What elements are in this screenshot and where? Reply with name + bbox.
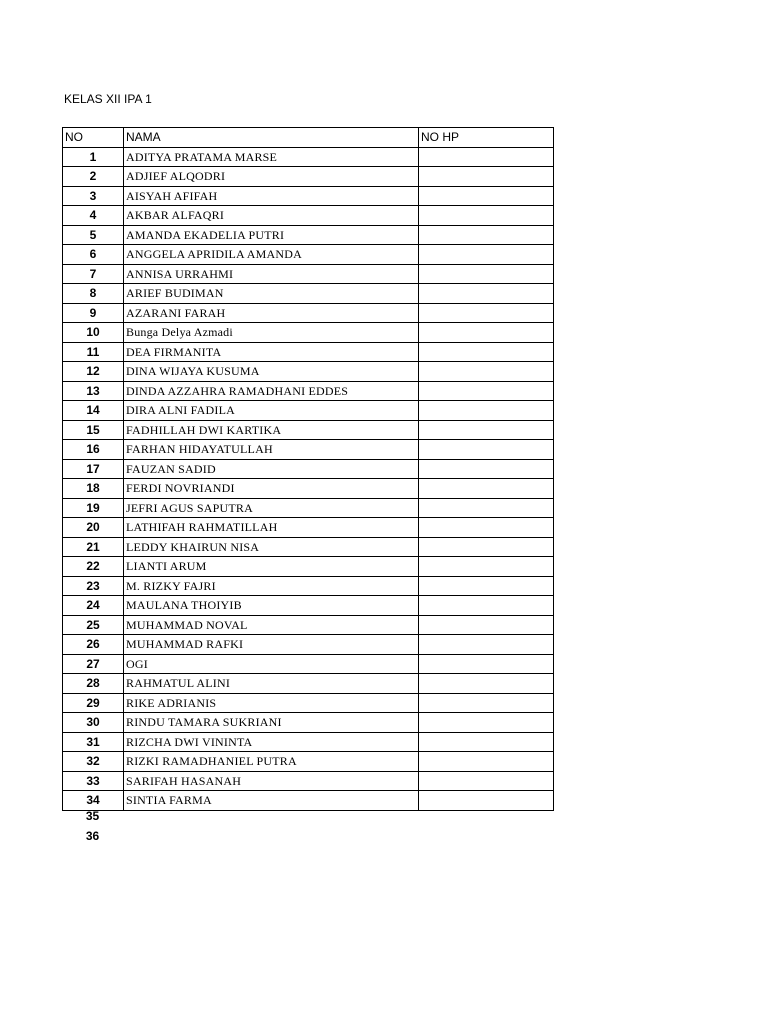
student-name: FAUZAN SADID: [124, 459, 419, 479]
table-row: [63, 674, 554, 694]
table-row: [63, 186, 554, 206]
phone-number-cell: [419, 284, 554, 304]
phone-number-cell: [419, 420, 554, 440]
phone-number-cell: [419, 264, 554, 284]
phone-number-cell: [419, 167, 554, 187]
table-row: [63, 654, 554, 674]
table-row: [63, 693, 554, 713]
student-name: LEDDY KHAIRUN NISA: [124, 537, 419, 557]
phone-number-cell: [419, 206, 554, 226]
student-name: AMANDA EKADELIA PUTRI: [124, 225, 419, 245]
row-number: 10: [63, 323, 124, 343]
table-row: [63, 284, 554, 304]
row-number: 12: [63, 362, 124, 382]
table-row: [63, 147, 554, 167]
row-number: 4: [63, 206, 124, 226]
table-row: [63, 576, 554, 596]
student-name: FARHAN HIDAYATULLAH: [124, 440, 419, 460]
phone-number-cell: [419, 303, 554, 323]
student-name: MUHAMMAD NOVAL: [124, 615, 419, 635]
row-number: 27: [63, 654, 124, 674]
phone-number-cell: [419, 732, 554, 752]
phone-number-cell: [419, 654, 554, 674]
row-number: 14: [63, 401, 124, 421]
row-number: 32: [63, 752, 124, 772]
phone-number-cell: [419, 147, 554, 167]
table-row: [63, 537, 554, 557]
row-number: 2: [63, 167, 124, 187]
table-row: [63, 362, 554, 382]
phone-number-cell: [419, 635, 554, 655]
phone-number-cell: [419, 693, 554, 713]
student-name: RIZCHA DWI VININTA: [124, 732, 419, 752]
phone-number-cell: [419, 323, 554, 343]
row-number: 11: [63, 342, 124, 362]
phone-number-cell: [419, 498, 554, 518]
table-row: [63, 771, 554, 791]
class-title: KELAS XII IPA 1: [64, 92, 152, 106]
table-row: [63, 459, 554, 479]
row-number: 26: [63, 635, 124, 655]
row-number: 29: [63, 693, 124, 713]
table-row: [63, 596, 554, 616]
row-number: 20: [63, 518, 124, 538]
student-name: ADJIEF ALQODRI: [124, 167, 419, 187]
row-number: 17: [63, 459, 124, 479]
table-row: [63, 752, 554, 772]
table-row: [63, 381, 554, 401]
phone-number-cell: [419, 576, 554, 596]
header-no-hp: NO HP: [419, 128, 554, 148]
student-name: DINA WIJAYA KUSUMA: [124, 362, 419, 382]
phone-number-cell: [419, 186, 554, 206]
table-row: [63, 303, 554, 323]
student-name: LIANTI ARUM: [124, 557, 419, 577]
row-number: 21: [63, 537, 124, 557]
phone-number-cell: [419, 518, 554, 538]
student-table-body: [63, 128, 554, 811]
row-number: 34: [63, 791, 124, 811]
phone-number-cell: [419, 381, 554, 401]
student-table: [62, 127, 554, 811]
table-row: [63, 420, 554, 440]
row-number: 33: [63, 771, 124, 791]
student-name: MUHAMMAD RAFKI: [124, 635, 419, 655]
student-name: RIZKI RAMADHANIEL PUTRA: [124, 752, 419, 772]
phone-number-cell: [419, 596, 554, 616]
student-name: ANGGELA APRIDILA AMANDA: [124, 245, 419, 265]
phone-number-cell: [419, 225, 554, 245]
table-row: [63, 225, 554, 245]
table-row: [63, 732, 554, 752]
table-row: [63, 264, 554, 284]
row-number: 8: [63, 284, 124, 304]
table-row: [63, 635, 554, 655]
phone-number-cell: [419, 440, 554, 460]
student-name: AZARANI FARAH: [124, 303, 419, 323]
table-row: [63, 206, 554, 226]
student-name: DIRA ALNI FADILA: [124, 401, 419, 421]
table-row: [63, 440, 554, 460]
student-name: FERDI NOVRIANDI: [124, 479, 419, 499]
row-number: 18: [63, 479, 124, 499]
row-number: 31: [63, 732, 124, 752]
phone-number-cell: [419, 674, 554, 694]
table-row: [63, 245, 554, 265]
phone-number-cell: [419, 771, 554, 791]
student-name: JEFRI AGUS SAPUTRA: [124, 498, 419, 518]
phone-number-cell: [419, 401, 554, 421]
phone-number-cell: [419, 615, 554, 635]
phone-number-cell: [419, 791, 554, 811]
student-name: RINDU TAMARA SUKRIANI: [124, 713, 419, 733]
phone-number-cell: [419, 537, 554, 557]
student-name: AISYAH AFIFAH: [124, 186, 419, 206]
phone-number-cell: [419, 362, 554, 382]
row-number: 3: [63, 186, 124, 206]
student-name: LATHIFAH RAHMATILLAH: [124, 518, 419, 538]
row-number: 16: [63, 440, 124, 460]
student-name: ARIEF BUDIMAN: [124, 284, 419, 304]
table-row: [63, 401, 554, 421]
row-number: 5: [63, 225, 124, 245]
student-name: Bunga Delya Azmadi: [124, 323, 419, 343]
table-row: [63, 323, 554, 343]
table-row: [63, 498, 554, 518]
student-name: FADHILLAH DWI KARTIKA: [124, 420, 419, 440]
student-name: AKBAR ALFAQRI: [124, 206, 419, 226]
row-number: 24: [63, 596, 124, 616]
table-row: [63, 791, 554, 811]
row-number: 19: [63, 498, 124, 518]
row-number-36: 36: [85, 829, 100, 843]
row-number: 6: [63, 245, 124, 265]
row-number: 7: [63, 264, 124, 284]
phone-number-cell: [419, 342, 554, 362]
phone-number-cell: [419, 557, 554, 577]
student-name: OGI: [124, 654, 419, 674]
header-no: NO: [63, 128, 124, 148]
student-name: DINDA AZZAHRA RAMADHANI EDDES: [124, 381, 419, 401]
table-row: [63, 167, 554, 187]
table-row: [63, 342, 554, 362]
table-row: [63, 518, 554, 538]
row-number: 9: [63, 303, 124, 323]
row-number: 30: [63, 713, 124, 733]
student-name: RAHMATUL ALINI: [124, 674, 419, 694]
student-name: ANNISA URRAHMI: [124, 264, 419, 284]
table-row: [63, 479, 554, 499]
table-header-row: [63, 128, 554, 148]
row-number-35: 35: [85, 809, 100, 823]
row-number: 13: [63, 381, 124, 401]
table-row: [63, 557, 554, 577]
row-number: 1: [63, 147, 124, 167]
student-name: MAULANA THOIYIB: [124, 596, 419, 616]
phone-number-cell: [419, 479, 554, 499]
table-row: [63, 713, 554, 733]
student-name: SINTIA FARMA: [124, 791, 419, 811]
student-name: ADITYA PRATAMA MARSE: [124, 147, 419, 167]
row-number: 28: [63, 674, 124, 694]
row-number: 15: [63, 420, 124, 440]
row-number: 23: [63, 576, 124, 596]
phone-number-cell: [419, 459, 554, 479]
row-number: 22: [63, 557, 124, 577]
student-name: RIKE ADRIANIS: [124, 693, 419, 713]
student-name: SARIFAH HASANAH: [124, 771, 419, 791]
phone-number-cell: [419, 752, 554, 772]
table-row: [63, 615, 554, 635]
student-name: M. RIZKY FAJRI: [124, 576, 419, 596]
header-nama: NAMA: [124, 128, 419, 148]
student-name: DEA FIRMANITA: [124, 342, 419, 362]
phone-number-cell: [419, 245, 554, 265]
row-number: 25: [63, 615, 124, 635]
phone-number-cell: [419, 713, 554, 733]
